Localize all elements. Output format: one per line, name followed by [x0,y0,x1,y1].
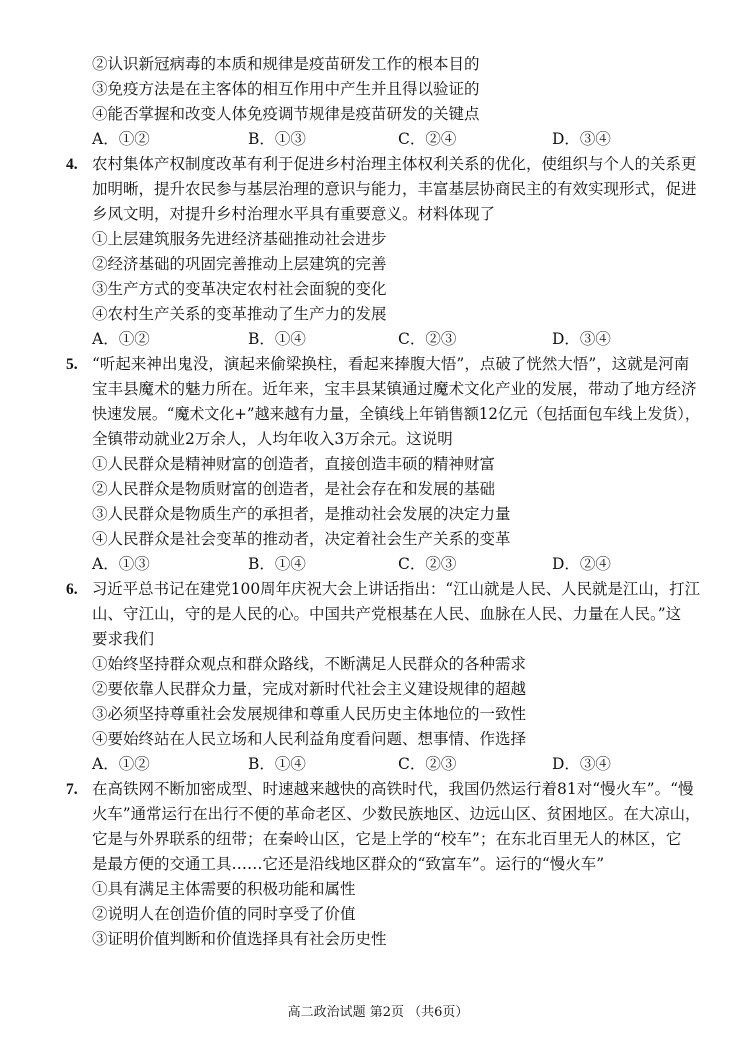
question-stem-line [66,579,700,600]
line-text: ②说明人在创造价值的同时享受了价值 [92,905,356,923]
option-c: C．②③ [398,555,457,573]
line-text: “听起来神出鬼没，演起来偷梁换柱，看起来捧腹大悟”，点破了恍然大悟”，这就是河南 [92,355,690,373]
line-text: ①上层建筑服务先进经济基础推动社会进步 [92,230,387,248]
text-line [92,604,681,624]
text-line [92,179,697,199]
option-a: A．①② [92,130,150,148]
text-line [92,229,387,249]
text-line [92,429,453,449]
option-b: B．①④ [248,755,306,773]
line-text: ③必须坚持尊重社会发展规律和尊重人民历史主体地位的一致性 [92,705,527,723]
text-line [92,804,700,824]
text-line [92,54,480,74]
text-line [92,929,387,949]
line-text: ③生产方式的变革决定农村社会面貌的变化 [92,280,387,298]
text-line [92,79,480,99]
question-number: 5. [66,356,78,373]
option-a: A．①② [92,755,150,773]
line-text: 宝丰县魔术的魅力所在。近年来，宝丰县某镇通过魔术文化产业的发展，带动了地方经济 [92,380,697,398]
line-text: ④要始终站在人民立场和人民利益角度看问题、想事情、作选择 [92,730,527,748]
line-text: ③免疫方法是在主客体的相互作用中产生并且得以验证的 [92,80,480,98]
text-line [92,904,356,924]
line-text: ④能否掌握和改变人体免疫调节规律是疫苗研发的关键点 [92,105,480,123]
option-b: B．①④ [248,555,306,573]
question-number: 6. [66,581,78,598]
line-text: ③人民群众是物质生产的承担者，是推动社会发展的决定力量 [92,505,511,523]
line-text: ②认识新冠病毒的本质和规律是疫苗研发工作的根本目的 [92,55,480,73]
line-text: 农村集体产权制度改革有利于促进乡村治理主体权利关系的优化，使组织与个人的关系更 [92,155,697,173]
line-text: 全镇带动就业2万余人，人均年收入3万余元。这说明 [92,430,453,448]
text-line [92,729,526,749]
text-line [92,304,387,324]
line-text: ①具有满足主体需要的积极功能和属性 [92,880,356,898]
line-text: 是最方便的交通工具……它还是沿线地区群众的“致富车”。运行的“慢火车” [92,855,605,873]
line-text: ②要依靠人民群众力量，完成对新时代社会主义建设规律的超越 [92,680,527,698]
option-a: A．①② [92,330,150,348]
answer-options [0,554,756,574]
question-number: 7. [66,781,78,798]
text-line [92,254,387,274]
text-line [92,879,356,899]
option-d: D．③④ [552,755,611,773]
line-text: 山、守江山，守的是人民的心。中国共产党根基在人民、血脉在人民、力量在人民。”这 [92,605,682,623]
line-text: ④人民群众是社会变革的推动者，决定着社会生产关系的变革 [92,530,511,548]
option-c: C．②③ [398,755,457,773]
text-line [92,529,511,549]
page-footer: 高二政治试题 第2页 （共6页） [287,1005,469,1020]
text-line [92,454,495,474]
line-text: 要求我们 [92,630,155,648]
text-line [92,704,526,724]
text-line [92,379,697,399]
option-c: C．②④ [398,130,457,148]
option-d: D．③④ [552,330,611,348]
text-line [92,104,480,124]
option-a: A．①③ [92,555,150,573]
line-text: ①始终坚持群众观点和群众路线，不断满足人民群众的各种需求 [92,655,527,673]
text-line [92,504,511,524]
line-text: 加明晰，提升农民参与基层治理的意识与能力，丰富基层协商民主的有效实现形式，促进 [92,180,697,198]
question-stem-line [66,354,689,375]
text-line [92,829,681,849]
line-text: ③证明价值判断和价值选择具有社会历史性 [92,930,387,948]
line-text: 它是与外界联系的纽带；在秦岭山区，它是上学的“校车”；在东北百里无人的林区，它 [92,830,682,848]
option-d: D．③④ [552,130,611,148]
option-d: D．②④ [552,555,611,573]
question-number: 4. [66,156,78,173]
line-text: ②经济基础的巩固完善推动上层建筑的完善 [92,255,387,273]
question-stem-line [66,779,694,800]
text-line [92,404,700,424]
question-stem-line [66,154,697,175]
text-line [92,479,495,499]
line-text: 火车”通常运行在出行不便的革命老区、少数民族地区、边远山区、贫困地区。在大凉山， [92,805,701,823]
line-text: 快速发展。“魔术文化+”越来越有力量，全镇线上年销售额12亿元（包括面包车线上发货）， [92,405,700,423]
answer-options [0,329,756,349]
text-line [92,279,387,299]
line-text: 习近平总书记在建党100周年庆祝大会上讲话指出：“江山就是人民、人民就是江山，打江 [91,580,701,598]
option-c: C．②③ [398,330,457,348]
line-text: 在高铁网不断加密成型、时速越来越快的高铁时代，我国仍然运行着81对“慢火车”。“慢 [92,780,694,798]
text-line [92,204,495,224]
text-line [92,679,526,699]
line-text: ②人民群众是物质财富的创造者，是社会存在和发展的基础 [92,480,496,498]
line-text: ①人民群众是精神财富的创造者，直接创造丰硕的精神财富 [92,455,496,473]
text-line [92,654,526,674]
line-text: 乡风文明，对提升乡村治理水平具有重要意义。材料体现了 [92,205,496,223]
answer-options [0,754,756,774]
text-line [92,629,154,649]
line-text: ④农村生产关系的变革推动了生产力的发展 [92,305,387,323]
answer-options [0,129,756,149]
option-b: B．①④ [248,330,306,348]
option-b: B．①③ [248,130,306,148]
text-line [92,854,604,874]
